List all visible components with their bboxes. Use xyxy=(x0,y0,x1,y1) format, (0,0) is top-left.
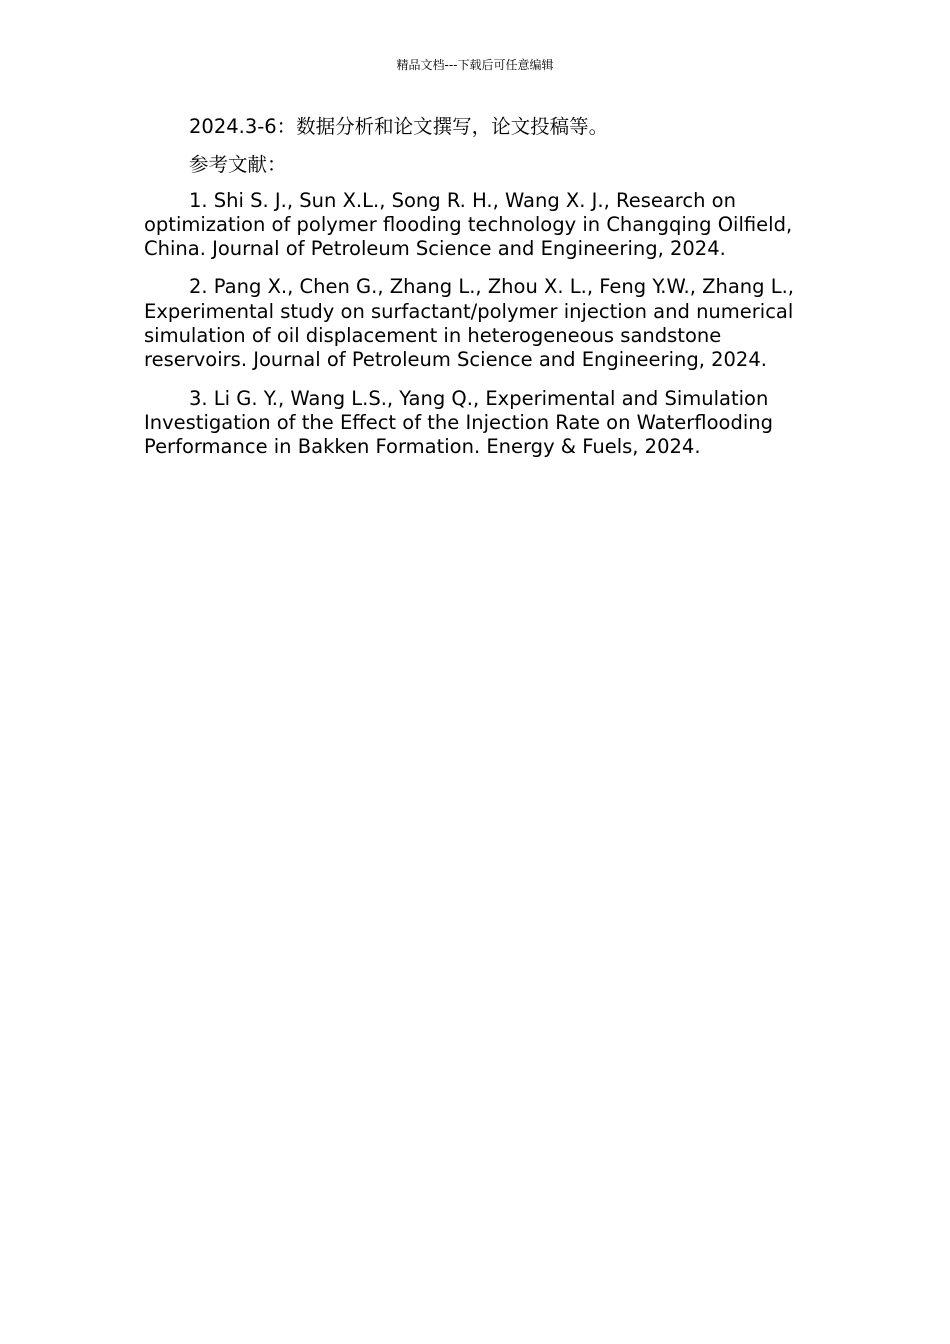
references-heading: 参考文献： xyxy=(189,153,287,177)
reference-list xyxy=(144,189,806,460)
page-header: 精品文档---下载后可任意编辑 xyxy=(396,58,554,72)
reference-item: 2. Pang X., Chen G., Zhang L., Zhou X. L., Feng Y.W., Zhang L., Experimental study on surfactant/polymer injection and numerical simulation of oil displacement in heterogeneous sandstone reservoirs. Journal of Petroleum Science and Engineering, 2024. xyxy=(144,275,794,372)
reference-item: 1. Shi S. J., Sun X.L., Song R. H., Wang X. J., Research on optimization of polymer flooding technology in Changqing Oilfield, China. Journal of Petroleum Science and Engineering, 2024. xyxy=(144,188,793,261)
schedule-paragraph: 2024.3-6：数据分析和论文撰写，论文投稿等。 xyxy=(189,115,609,138)
document-body xyxy=(144,115,806,474)
reference-item: 3. Li G. Y., Wang L.S., Yang Q., Experimental and Simulation Investigation of the Effect of the Injection Rate on Waterflooding Performance in Bakken Formation. Energy & Fuels, 2024. xyxy=(144,386,773,459)
